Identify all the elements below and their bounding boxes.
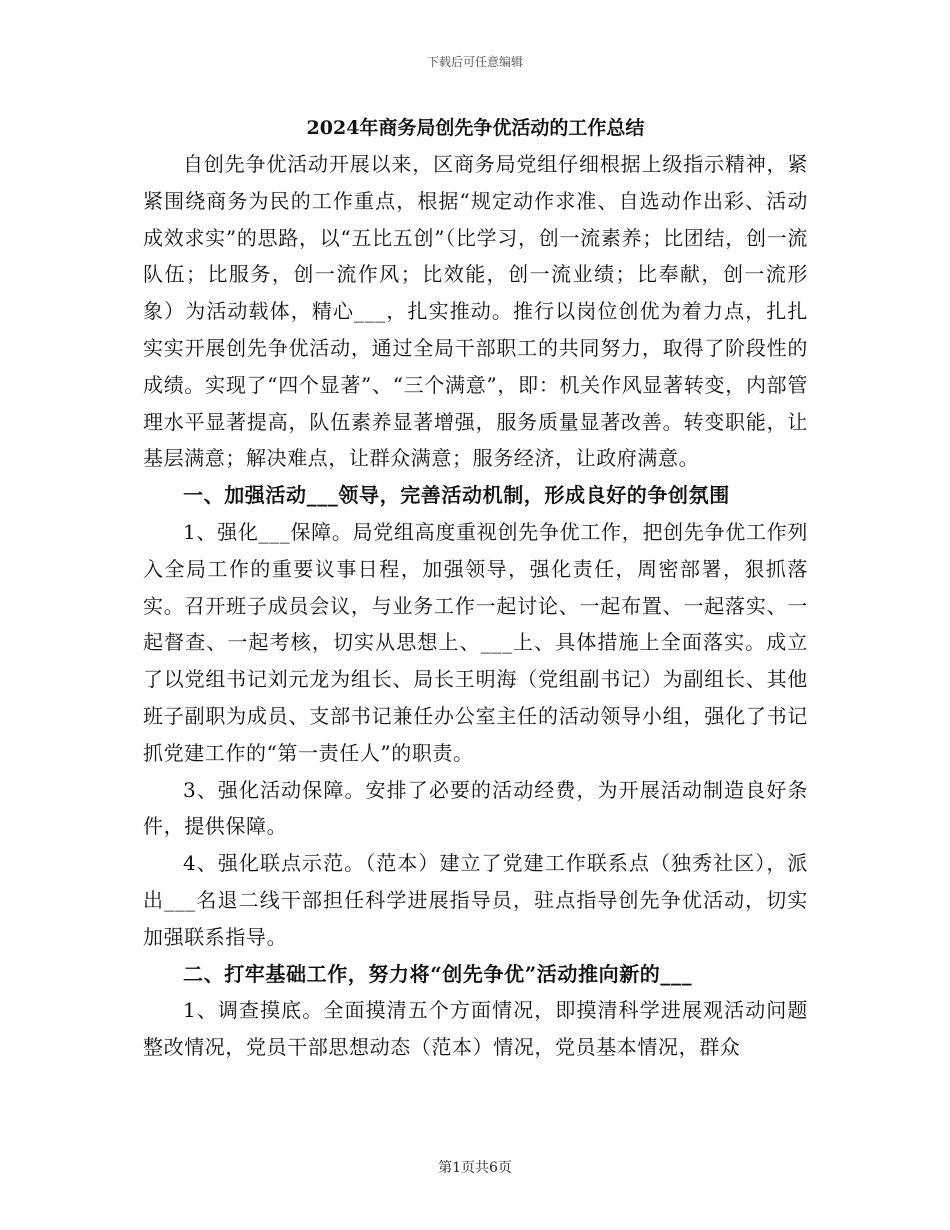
section-1-heading: 一、加强活动___领导，完善活动机制，形成良好的争创氛围 [183,483,730,508]
document-title: 2024年商务局创先争优活动的工作总结 [306,117,645,139]
page-number: 第1页共6页 [438,1160,512,1176]
section-2-paragraph-1: 1、调查摸底。全面摸清五个方面情况，即摸清科学进展观活动问题整改情况，党员干部思想动态（范本）情况，党员基本情况，群众 [143,998,808,1060]
section-1-paragraph-1: 1、强化___保障。局党组高度重视创先争优工作，把创先争优工作列入全局工作的重要议事日程，加强领导，强化责任，周密部署，狠抓落实。召开班子成员会议，与业务工作一起讨论、一起布置、一起落实、一起督查、一起考核，切实从思想上、___上、具体措施上全面落实。成立了以党组书记刘元龙为组长、局长王明海（党组副书记）为副组长、其他班子副职为成员、支部书记兼任办公室主任的活动领导小组，强化了书记抓党建工作的“第一责任人”的职责。 [143,519,808,765]
section-1-paragraph-4: 4、强化联点示范。（范本）建立了党建工作联系点（独秀社区），派出___名退二线干部担任科学进展指导员，驻点指导创先争优活动，切实加强联系指导。 [143,851,808,949]
intro-paragraph: 自创先争优活动开展以来，区商务局党组仔细根据上级指示精神，紧紧围绕商务为民的工作重点，根据“规定动作求准、自选动作出彩、活动成效求实”的思路，以“五比五创”（比学习，创一流素养；比团结，创一流队伍；比服务，创一流作风；比效能，创一流业绩；比奉献，创一流形象）为活动载体，精心___，扎实推动。推行以岗位创优为着力点，扎扎实实开展创先争优活动，通过全局干部职工的共同努力，取得了阶段性的成绩。实现了“四个显著”、“三个满意”，即：机关作风显著转变，内部管理水平显著提高，队伍素养显著增强，服务质量显著改善。转变职能，让基层满意；解决难点，让群众满意；服务经济，让政府满意。 [143,152,808,471]
page-header: 下载后可任意编辑 [426,55,523,69]
document-body [143,110,808,1066]
section-1-paragraph-3: 3、强化活动保障。安排了必要的活动经费，为开展活动制造良好条件，提供保障。 [143,777,808,839]
section-2-heading: 二、打牢基础工作，努力将“创先争优”活动推向新的___ [183,961,693,986]
